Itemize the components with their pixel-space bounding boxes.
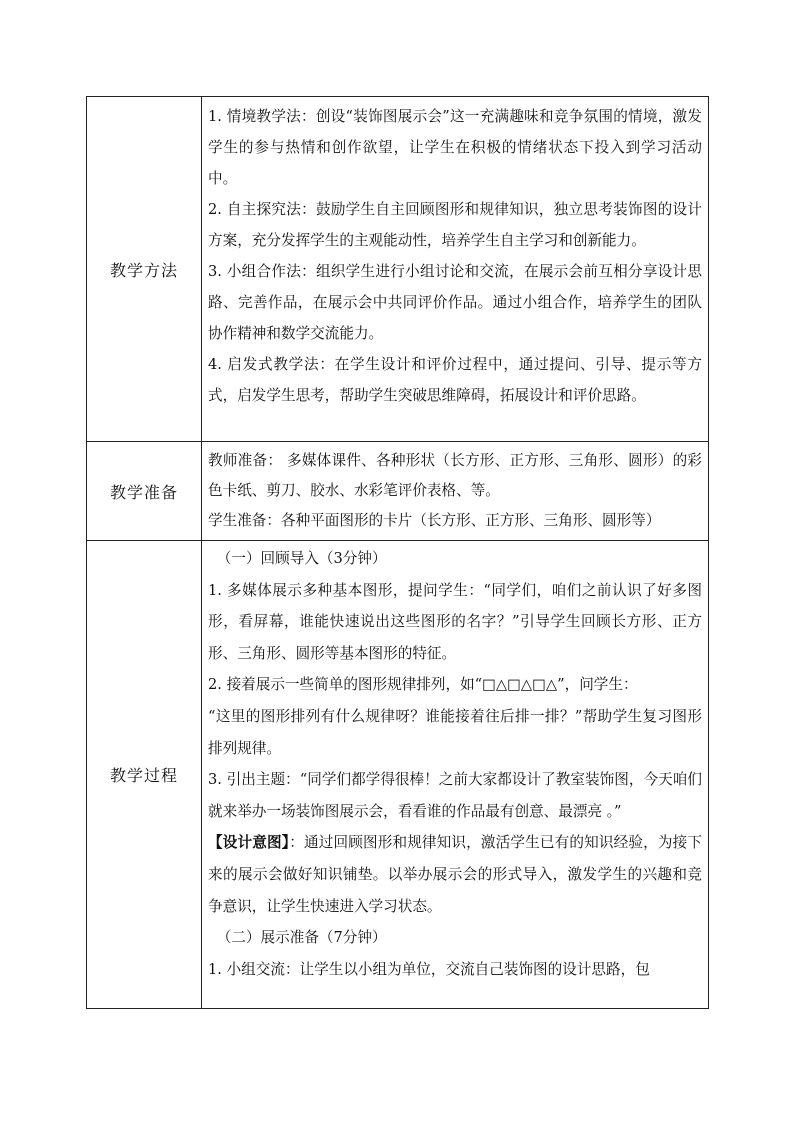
- student-prep: 学生准备：各种平面图形的卡片（长方形、正方形、三角形、圆形等）: [208, 512, 661, 529]
- teaching-prep-row: [87, 442, 709, 541]
- teaching-method-label: 教学方法: [87, 97, 202, 442]
- method-item-1: 1. 情境教学法：创设“装饰图展示会”这一充满趣味和竞争氛围的情境，激发学生的参与热情和创作欲望，让学生在积极的情绪状态下投入到学习活动中。: [208, 108, 702, 187]
- method-item-4: 4. 启发式教学法：在学生设计和评价过程中，通过提问、引导、提示等方式，启发学生思考，帮助学生突破思维障碍，拓展设计和评价思路。: [208, 356, 702, 404]
- design-intent-text: ：通过回顾图形和规律知识，激活学生已有的知识经验，为接下来的展示会做好知识铺垫。以举办展示会的形式导入，激发学生的兴趣和竞争意识，让学生快速进入学习状态。: [208, 834, 702, 915]
- teaching-process-row: [87, 541, 709, 1009]
- teaching-prep-label: 教学准备: [87, 442, 202, 541]
- section-2-title: （二）展示准备（7分钟）: [216, 929, 387, 947]
- method-item-3: 3. 小组合作法：组织学生进行小组讨论和交流，在展示会前互相分享设计思路、完善作品，在展示会中共同评价作品。通过小组合作，培养学生的团队协作精神和数学交流能力。: [208, 263, 702, 342]
- design-intent-tag: 【设计意图】: [208, 834, 290, 852]
- process-item-4: 1. 小组交流：让学生以小组为单位，交流自己装饰图的设计思路，包: [208, 960, 650, 978]
- process-item-2-quote: “这里的图形排列有什么规律呀？谁能接着往后排一排？”帮助学生复习图形排列规律。: [208, 707, 702, 757]
- teaching-prep-content: [202, 442, 709, 541]
- section-1-title: （一）回顾导入（3分钟）: [216, 550, 387, 567]
- teaching-process-content: [202, 541, 709, 1009]
- design-intent: [208, 827, 702, 922]
- lesson-plan-table: [86, 96, 709, 1009]
- teaching-process-label: 教学过程: [87, 541, 202, 1009]
- process-item-1: 1. 多媒体展示多种基本图形，提问学生：“同学们，咱们之前认识了好多图形，看屏幕，谁能快速说出这些图形的名字？”引导学生回顾长方形、正方形、三角形、圆形等基本图形的特征。: [208, 581, 702, 662]
- process-item-2: 2. 接着展示一些简单的图形规律排列，如“□△□△□△”，问学生：: [208, 676, 638, 694]
- method-item-2: 2. 自主探究法：鼓励学生自主回顾图形和规律知识，独立思考装饰图的设计方案，充分发挥学生的主观能动性，培养学生自主学习和创新能力。: [208, 201, 702, 249]
- teaching-method-content: [202, 97, 709, 442]
- teacher-prep: 教师准备： 多媒体课件、各种形状（长方形、正方形、三角形、圆形）的彩色卡纸、剪刀、胶水、水彩笔评价表格、等。: [208, 452, 702, 499]
- process-item-3: 3. 引出主题：“同学们都学得很棒！之前大家都设计了教室装饰图，今天咱们就来举办一场装饰图展示会，看看谁的作品最有创意、最漂亮 。”: [208, 771, 702, 820]
- teaching-method-row: [87, 97, 709, 442]
